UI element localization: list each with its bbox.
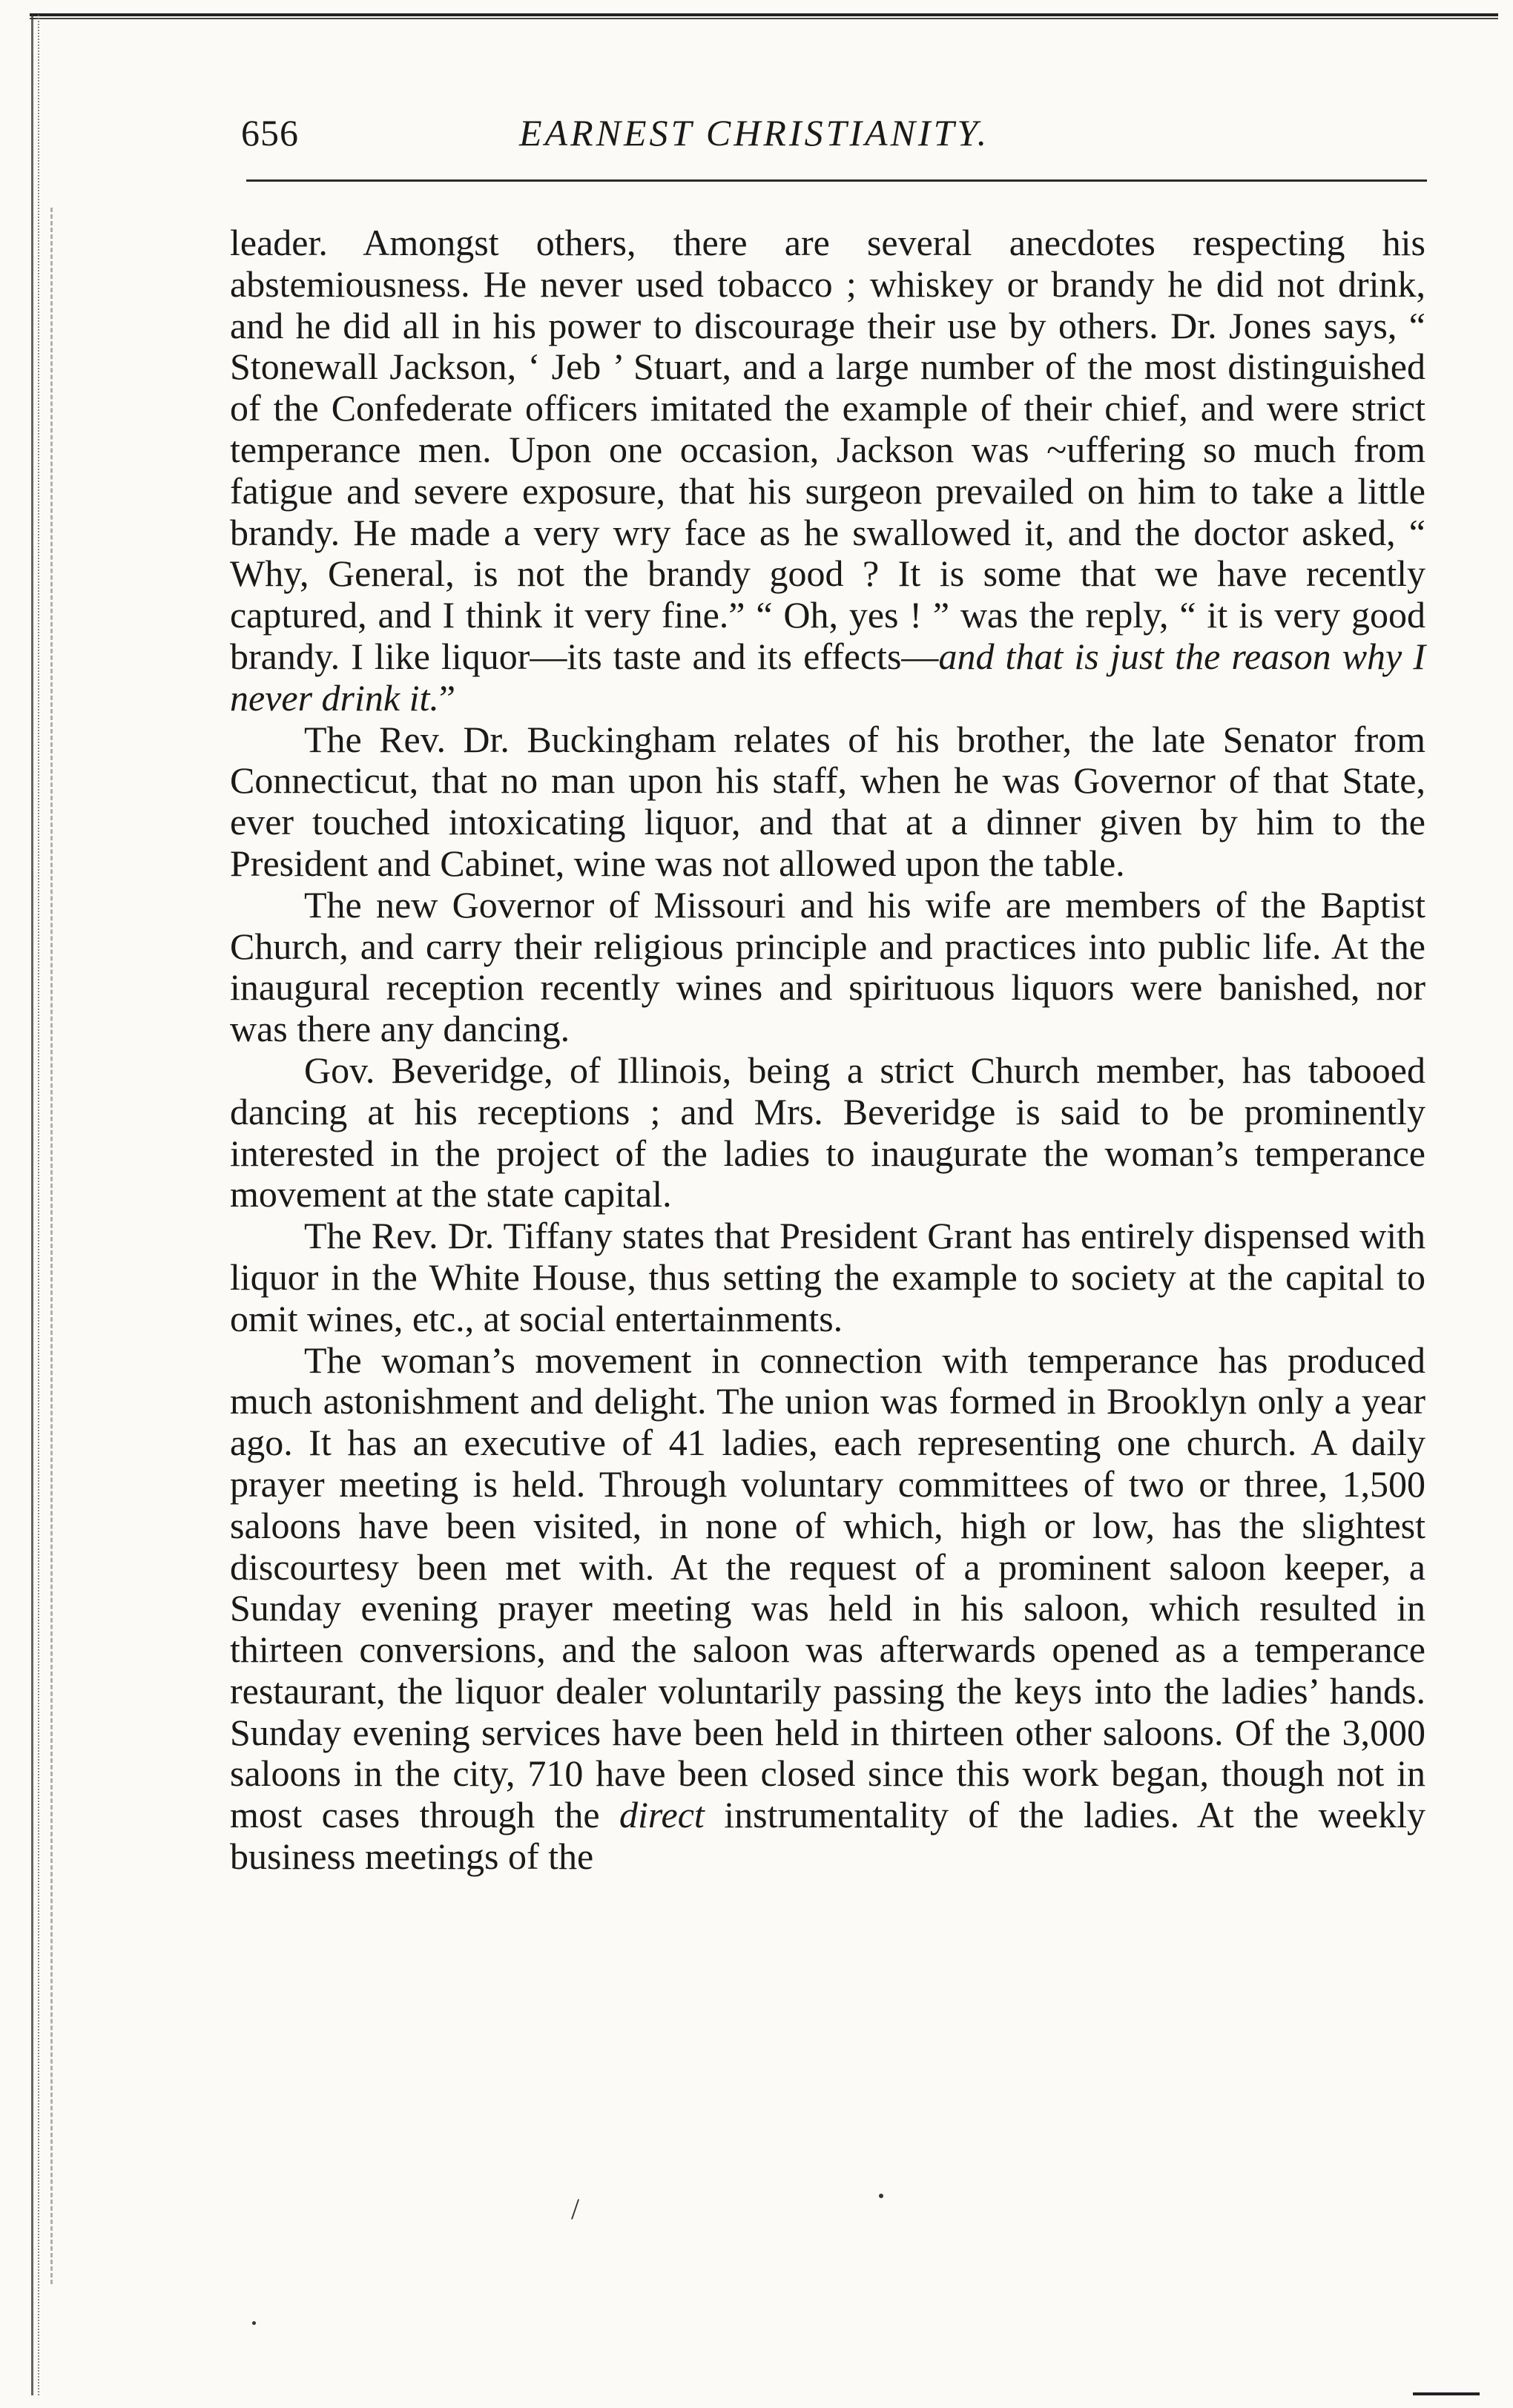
ink-speck	[879, 2194, 883, 2198]
ink-speck	[252, 2321, 256, 2325]
body-text	[230, 222, 1425, 1878]
header-rule	[246, 179, 1427, 182]
corner-rule	[1413, 2392, 1480, 2395]
paragraph-6-text: The woman’s movement in connection with temperance has produced much astonishment and delight. The union was formed in Brooklyn only a year ago. It has an executive of 41 ladies, each representing one church. A daily prayer meeting is held. Through voluntary committees of two or three, 1,500 saloons have been visited, in none of which, high or low, has the slightest discourtesy been met with. At the request of a prominent saloon keeper, a Sunday evening prayer meeting was held in his saloon, which resulted in thirteen conversions, and the saloon was afterwards opened as a temperance restaurant, the liquor dealer voluntarily passing the keys into the ladies’ hands. Sunday evening services have been held in thirteen other saloons. Of the 3,000 saloons in the city, 710 have been closed since this work began, though not in most cases through the	[230, 1339, 1425, 1836]
binding-shadow	[50, 208, 54, 2284]
paragraph-6-italic: direct	[619, 1794, 705, 1836]
page-mark: /	[571, 2192, 580, 2226]
top-border-rule	[30, 13, 1498, 21]
paragraph-1-italic: and that is just the reason why I never drink it.	[230, 635, 1425, 719]
page-header	[241, 111, 1424, 171]
paragraph-6	[230, 1340, 1425, 1878]
running-title: EARNEST CHRISTIANITY.	[519, 112, 990, 154]
paragraph-1-close-quote: ”	[438, 676, 456, 719]
paragraph-6-text-end: instrumentality of the ladies. At the weekly business meetings of the	[230, 1794, 1426, 1878]
paragraph-3: The new Governor of Missouri and his wife are members of the Baptist Church, and carry their religious principle and practices into public life. At the inaugural reception recently wines and spirituous liquors were banished, nor was there any dancing.	[230, 883, 1425, 1050]
paragraph-1-text: leader. Amongst others, there are several anecdotes respecting his abstemiousness. He never used tobacco ; whiskey or brandy he did not drink, and he did all in his power to discourage their use by others. Dr. Jones says, “ Stonewall Jackson, ‘ Jeb ’ Stuart, and a large number of the most distinguished of the Confederate officers imitated the example of their chief, and were strict temperance men. Upon one occasion, Jackson was ~uffering so much from fatigue and severe exposure, that his surgeon prevailed on him to take a little brandy. He made a very wry face as he swallowed it, and the doctor asked, “ Why, General, is not the brandy good ? It is some that we have recently captured, and I think it very fine.” “ Oh, yes ! ” was the reply, “ it is very good brandy. I like liquor—its taste and its effects—	[230, 222, 1425, 677]
page-number: 656	[241, 112, 299, 154]
paragraph-2: The Rev. Dr. Buckingham relates of his brother, the late Senator from Connecticut, that no man upon his staff, when he was Governor of that State, ever touched intoxicating liquor, and that at a dinner given by him to the President and Cabinet, wine was not allowed upon the table.	[230, 718, 1425, 884]
paragraph-5: The Rev. Dr. Tiffany states that President Grant has entirely dispensed with liquor in the White House, thus setting the example to society at the capital to omit wines, etc., at social entertainments.	[230, 1215, 1425, 1339]
paragraph-1	[230, 222, 1425, 719]
binding-edge	[31, 15, 39, 2395]
paragraph-4: Gov. Beveridge, of Illinois, being a strict Church member, has tabooed dancing at his receptions ; and Mrs. Beveridge is said to be prominently interested in the project of the ladies to inaugurate the woman’s temperance movement at the state capital.	[230, 1049, 1425, 1215]
